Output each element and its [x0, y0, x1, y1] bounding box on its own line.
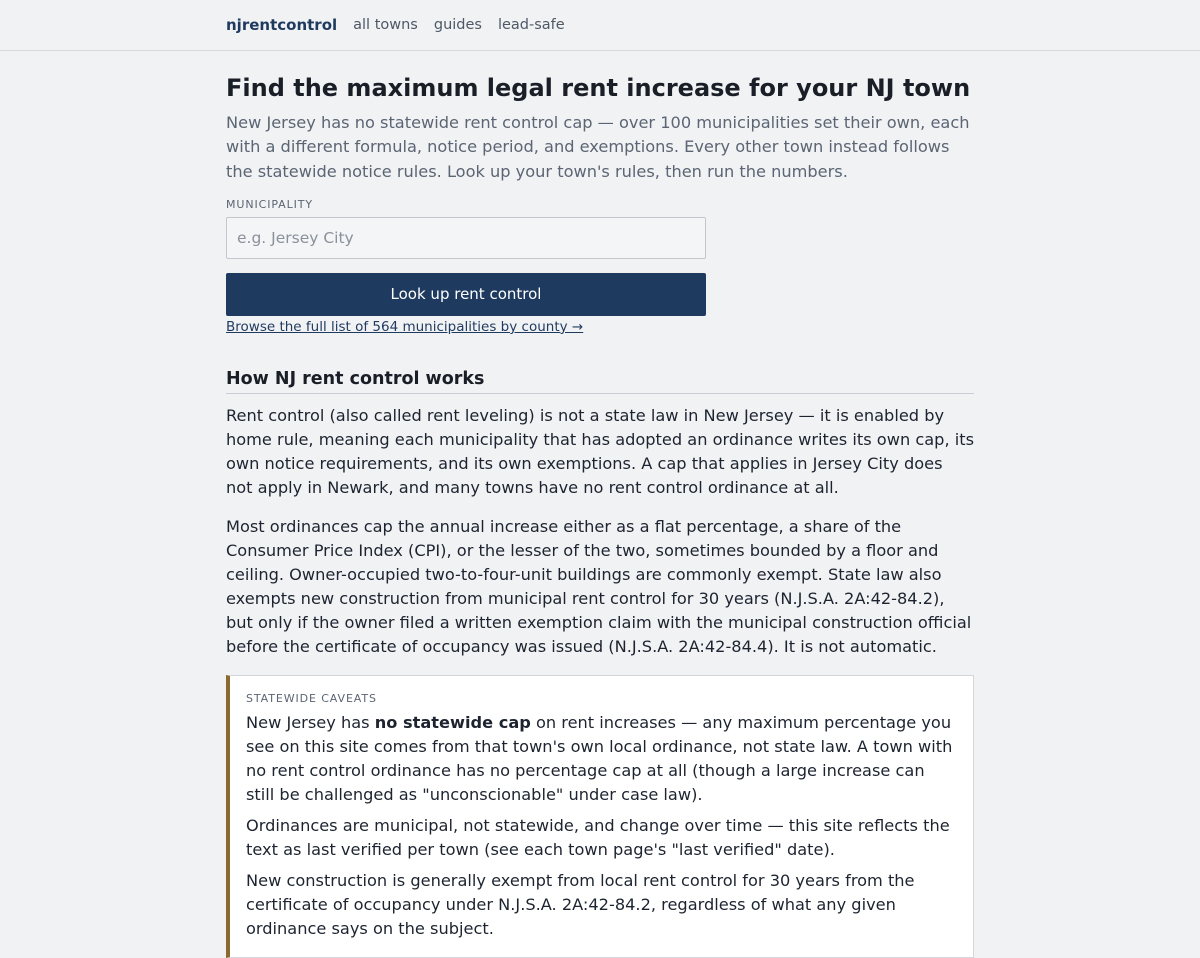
statewide-caveats-box: [226, 675, 974, 958]
municipality-label: MUNICIPALITY: [226, 197, 314, 211]
lookup-rent-control-button[interactable]: Look up rent control: [226, 273, 706, 316]
caveat-1-emphasis: no statewide cap: [374, 712, 531, 732]
page-lede: New Jersey has no statewide rent control cap — over 100 municipalities set their own, each with a different formula, notice period, and exemptions. Every other town instead follows the statewide notice rules. Look up your town's rules, then run the numbers.: [226, 113, 970, 181]
top-nav-bar: [0, 0, 1200, 51]
nav-link-lead-safe[interactable]: lead-safe: [497, 17, 565, 33]
nav-link-all-towns[interactable]: all towns: [353, 17, 418, 33]
caveat-1-rest: on rent increases — any maximum percentage you see on this site comes from that town's own local ordinance, not state law. A town with no rent control ordinance has no percentage cap at all (though a large increase can still be challenged as "unconscionable" under case law).: [246, 712, 953, 804]
municipality-search-input[interactable]: [226, 217, 706, 259]
caveat-paragraph-2: Ordinances are municipal, not statewide, and change over time — this site reflects the text as last verified per town (see each town page's "last verified" date).: [246, 815, 950, 859]
nav-link-guides[interactable]: guides: [433, 17, 482, 33]
how-it-works-paragraph-2: Most ordinances cap the annual increase either as a flat percentage, a share of the Consumer Price Index (CPI), or the lesser of the two, sometimes bounded by a floor and ceiling. Owner-occupied two-to-four-unit buildings are commonly exempt. State law also exempts new construction from municipal rent control for 30 years (N.J.S.A. 2A:42-84.2), but only if the owner filed a written exemption claim with the municipal construction official before the certificate of occupancy was issued (N.J.S.A. 2A:42-84.4). It is not automatic.: [226, 516, 972, 656]
brand-suffix: rentcontrol: [241, 16, 338, 34]
main-content: [226, 51, 974, 958]
how-it-works-heading: How NJ rent control works: [226, 369, 974, 394]
caveats-label: STATEWIDE CAVEATS: [246, 691, 377, 705]
page-title: Find the maximum legal rent increase for your NJ town: [226, 74, 971, 102]
browse-municipalities-link[interactable]: Browse the full list of 564 municipalities by county →: [226, 318, 584, 335]
brand-logo-link[interactable]: [226, 16, 337, 34]
caveat-paragraph-3: New construction is generally exempt from local rent control for 30 years from the certificate of occupancy under N.J.S.A. 2A:42-84.2, regardless of what any given ordinance says on the subject.: [246, 870, 915, 938]
caveat-paragraph-1: [246, 711, 955, 807]
how-it-works-paragraph-1: Rent control (also called rent leveling) is not a state law in New Jersey — it is enabled by home rule, meaning each municipality that has adopted an ordinance writes its own cap, its own notice requirements, and its own exemptions. A cap that applies in Jersey City does not apply in Newark, and many towns have no rent control ordinance at all.: [226, 405, 975, 497]
caveat-1-intro: New Jersey has: [246, 712, 375, 732]
brand-prefix: nj: [226, 16, 242, 34]
top-nav-inner: [226, 0, 974, 50]
